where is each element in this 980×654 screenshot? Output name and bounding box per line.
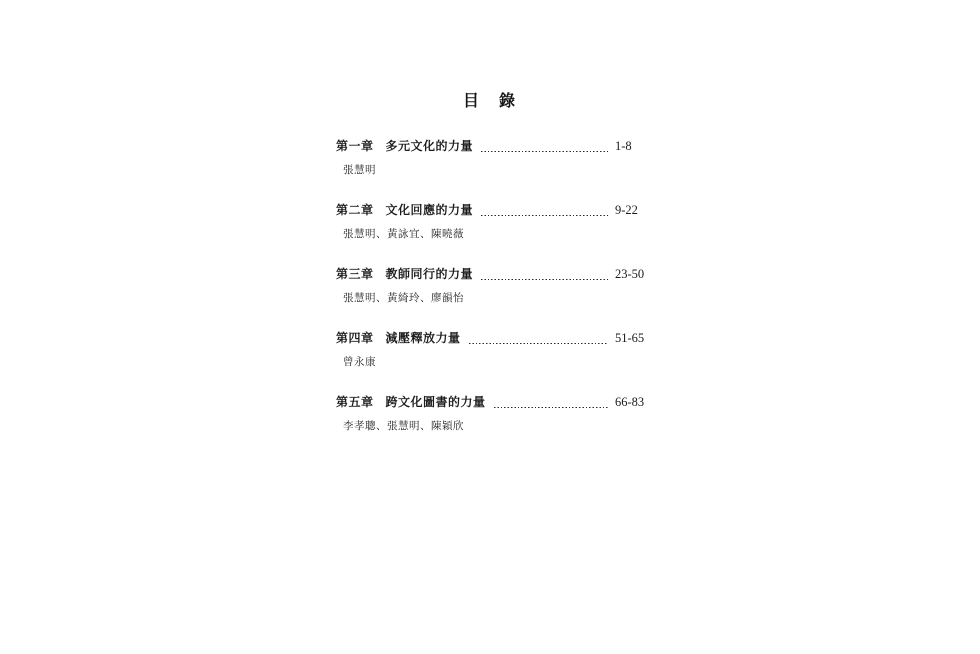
chapter-authors: 張慧明: [343, 164, 376, 176]
chapter-title: 教師同行的力量: [385, 267, 474, 281]
chapter-number: 第四章: [336, 331, 374, 345]
toc-row: [336, 267, 645, 282]
chapter-title: 文化回應的力量: [385, 203, 474, 217]
chapter-number: 第五章: [336, 395, 374, 409]
table-of-contents: [336, 139, 645, 459]
toc-row: [336, 203, 645, 218]
toc-entry-chapter-1: [336, 139, 645, 177]
chapter-authors: 張慧明、黃詠宜、陳曉薇: [343, 228, 464, 240]
page-range: 23-50: [615, 267, 645, 281]
page-range: 66-83: [615, 395, 645, 409]
dot-leader: [494, 406, 608, 408]
dot-leader: [481, 150, 608, 152]
toc-row: [336, 139, 645, 154]
dot-leader: [481, 278, 608, 280]
toc-row: [336, 395, 645, 410]
chapter-title: 減壓釋放力量: [385, 331, 461, 345]
chapter-authors: 張慧明、黃綺玲、廖韻怡: [343, 292, 464, 304]
page-range: 1-8: [615, 139, 632, 153]
toc-entry-chapter-2: [336, 203, 645, 241]
page-range: 51-65: [615, 331, 645, 345]
chapter-title: 多元文化的力量: [385, 139, 474, 153]
dot-leader: [469, 342, 608, 344]
toc-entry-chapter-3: [336, 267, 645, 305]
toc-row: [336, 331, 645, 346]
chapter-authors: 李孝聰、張慧明、陳穎欣: [343, 420, 464, 432]
dot-leader: [481, 214, 608, 216]
toc-entry-chapter-5: [336, 395, 645, 433]
chapter-authors: 曾永康: [343, 356, 376, 368]
page-range: 9-22: [615, 203, 638, 217]
chapter-number: 第二章: [336, 203, 374, 217]
chapter-number: 第三章: [336, 267, 374, 281]
chapter-number: 第一章: [336, 139, 374, 153]
chapter-title: 跨文化圖書的力量: [385, 395, 486, 409]
page-title: 目 錄: [462, 93, 517, 110]
toc-entry-chapter-4: [336, 331, 645, 369]
